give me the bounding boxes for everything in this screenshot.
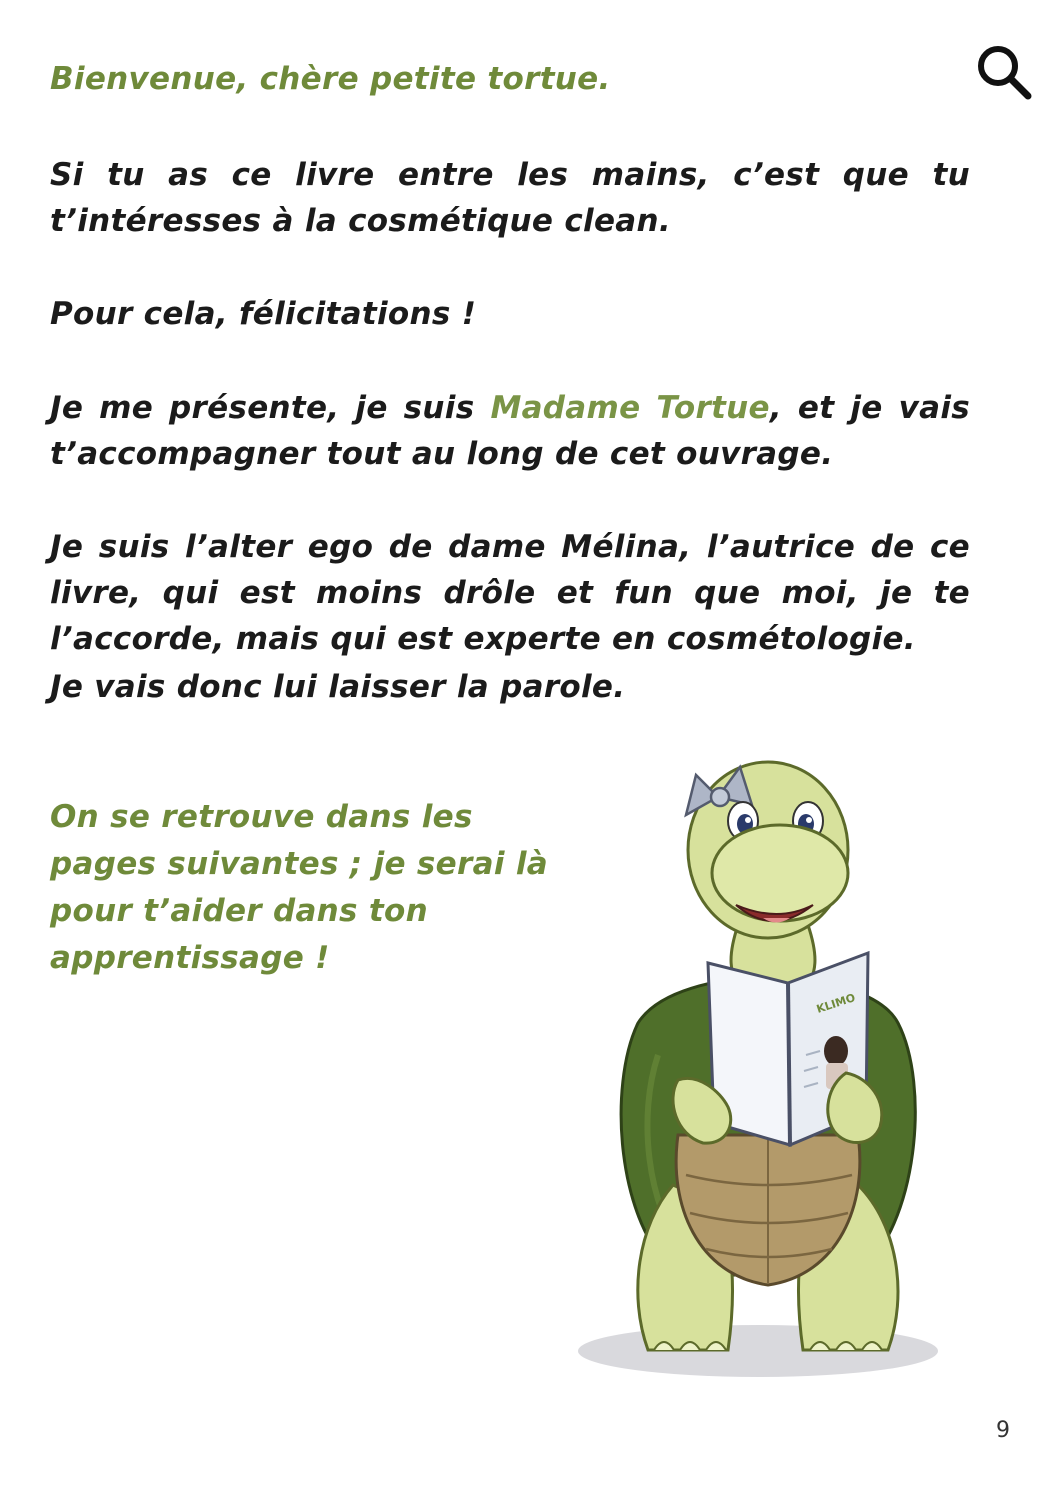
greeting: Bienvenue, chère petite tortue.: [50, 61, 611, 97]
page-number: 9: [996, 1418, 1010, 1443]
search-icon: [972, 40, 1038, 106]
presentation-before: Je me présente, je suis: [50, 390, 491, 426]
character-name: Madame Tortue: [490, 390, 770, 426]
book-cover-title: KLIMO: [814, 991, 857, 1016]
paragraph-congrats: Pour cela, félicitations !: [50, 296, 477, 332]
paragraph-alter-ego: Je suis l’alter ego de dame Mélina, l’autrice de ce livre, qui est moins drôle et fun que moi, je te l’accorde, mais qui est experte en cosmétologie.: [50, 529, 970, 657]
paragraph-handover: Je vais donc lui laisser la parole.: [50, 669, 626, 705]
paragraph-presentation: [50, 385, 970, 477]
outro-message: [50, 794, 590, 982]
outro-line: apprentissage !: [50, 940, 330, 976]
outro-line: On se retrouve dans les: [50, 799, 473, 835]
outro-line: pour t’aider dans ton: [50, 893, 428, 929]
outro-line: pages suivantes ; je serai là: [50, 846, 548, 882]
presentation-after: , et je vais t’accompagner tout au long de cet ouvrage.: [50, 390, 971, 472]
search-button[interactable]: [972, 40, 1038, 106]
turtle-illustration: [568, 755, 958, 1385]
paragraph-intro: Si tu as ce livre entre les mains, c’est que tu t’intéresses à la cosmétique clean.: [50, 157, 970, 239]
